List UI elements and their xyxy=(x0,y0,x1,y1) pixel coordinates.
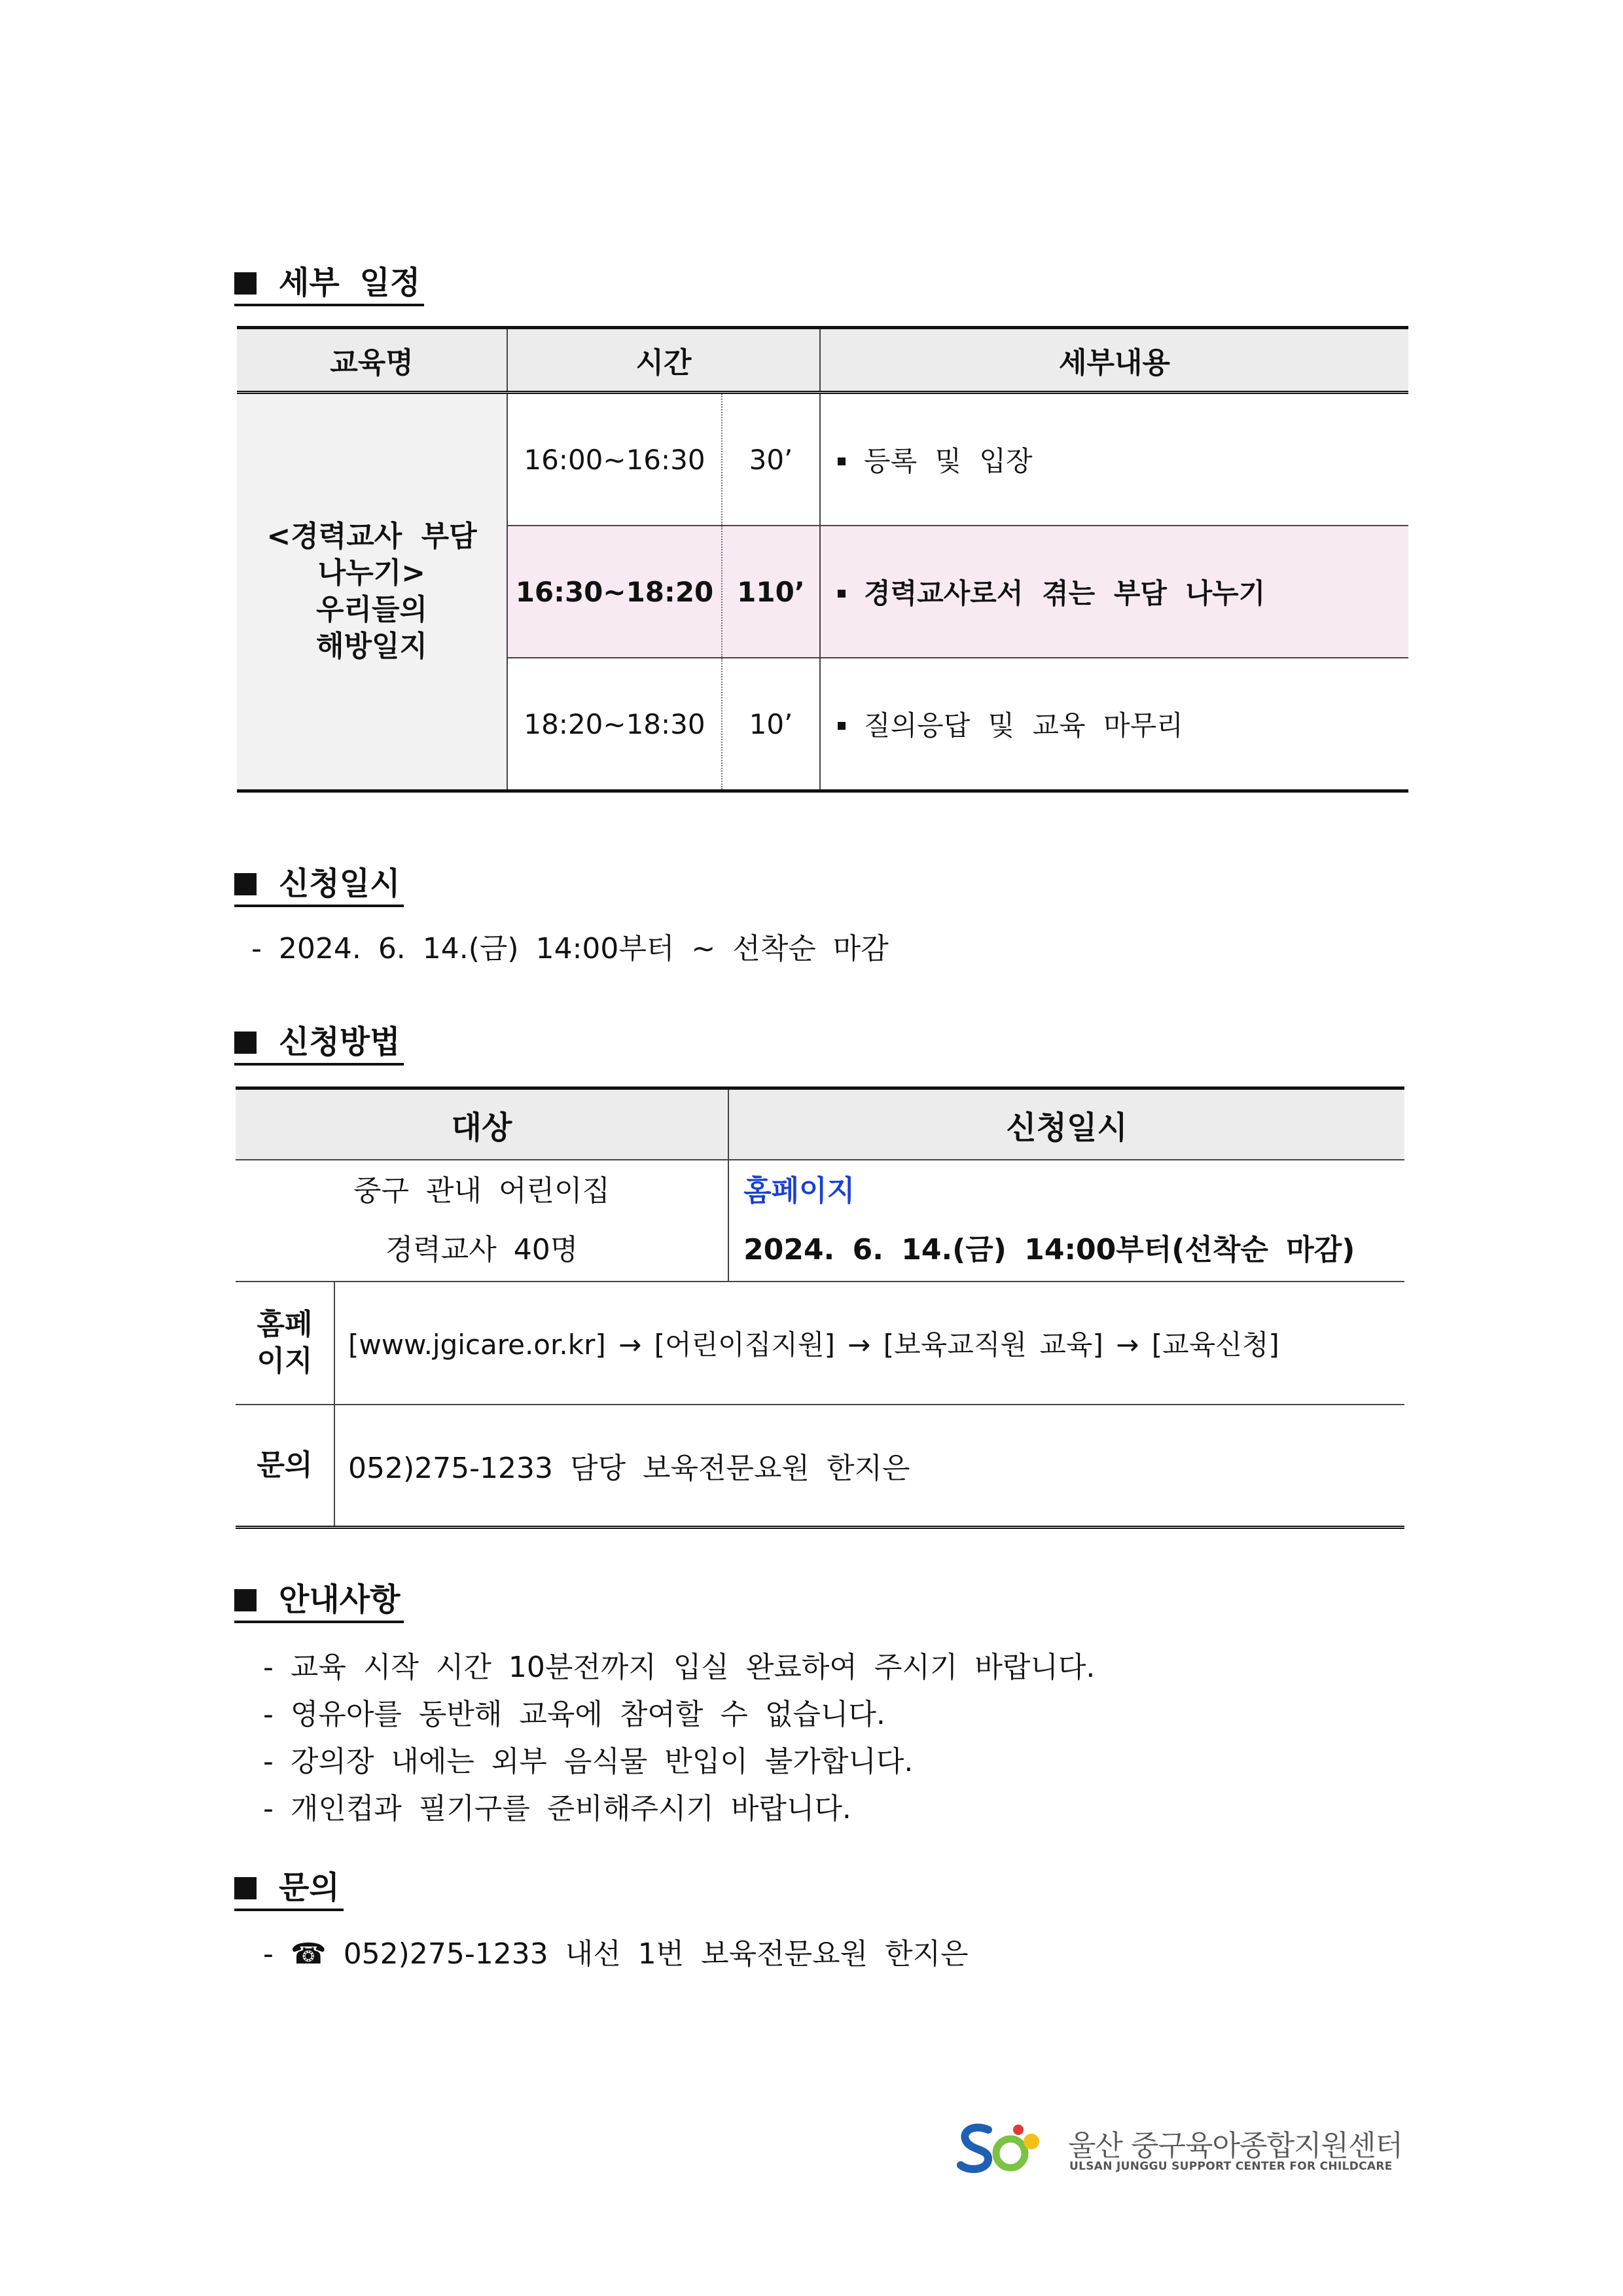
detail-cell: 경력교사로서 겪는 부담 나누기 xyxy=(820,526,1408,658)
program-name-line: 나누기> xyxy=(317,556,426,590)
logo-name-english: ULSAN JUNGGU SUPPORT CENTER FOR CHILDCARE xyxy=(1069,2160,1393,2173)
logo-red-dot xyxy=(1013,2125,1024,2135)
table-header-row xyxy=(237,328,1408,393)
logo-name-korean: 울산 중구육아종합지원센터 xyxy=(1068,2129,1403,2162)
bullet-icon xyxy=(838,590,846,598)
time-cell: 16:00~16:30 xyxy=(507,393,722,526)
logo-yellow-dot xyxy=(1024,2134,1039,2149)
table-row xyxy=(237,393,1408,526)
apply-cell xyxy=(728,1160,1404,1282)
apply-date-text: - 2024. 6. 14.(금) 14:00부터 ~ 선착순 마감 xyxy=(251,932,889,965)
table-row-homepage xyxy=(236,1282,1404,1405)
section-heading-inquiry: 문의 xyxy=(234,1867,344,1911)
header-target: 대상 xyxy=(236,1088,728,1160)
square-bullet-icon xyxy=(234,873,257,895)
notice-item: - 개인컵과 필기구를 준비해주시기 바랍니다. xyxy=(263,1792,851,1825)
notice-item: - 영유아를 동반해 교육에 참여할 수 없습니다. xyxy=(263,1698,885,1731)
section-heading-apply-date: 신청일시 xyxy=(234,863,404,907)
inquiry-text: 052)275-1233 내선 1번 보육전문요원 한지은 xyxy=(343,1937,969,1971)
duration-cell: 10’ xyxy=(722,658,820,791)
table-header-row xyxy=(236,1088,1404,1160)
square-bullet-icon xyxy=(234,1031,257,1054)
square-bullet-icon xyxy=(234,1589,257,1611)
program-name-line: 해방일지 xyxy=(315,630,427,663)
square-bullet-icon xyxy=(234,272,257,295)
logo-s-shape xyxy=(961,2128,988,2169)
apply-date-value: 2024. 6. 14.(금) 14:00부터(선착순 마감) xyxy=(743,1233,1355,1266)
phone-icon: ☎ xyxy=(290,1937,327,1971)
notice-item: - 강의장 내에는 외부 음식물 반입이 불가합니다. xyxy=(263,1745,914,1778)
logo-mark-icon xyxy=(954,2118,1059,2177)
square-bullet-icon xyxy=(234,1877,257,1899)
target-line: 경력교사 40명 xyxy=(385,1233,579,1266)
homepage-label: 홈페 이지 xyxy=(236,1282,334,1405)
program-name-line: <경력교사 부담 xyxy=(266,520,477,553)
duration-cell: 30’ xyxy=(722,393,820,526)
contact-label: 문의 xyxy=(236,1405,334,1528)
header-program-name: 교육명 xyxy=(237,328,507,393)
homepage-path: [www.jgicare.or.kr] → [어린이집지원] → [보육교직원 교육] → [교육신청] xyxy=(334,1282,1404,1405)
header-time: 시간 xyxy=(507,328,820,393)
section-heading-notice: 안내사항 xyxy=(234,1579,404,1623)
schedule-table xyxy=(237,326,1408,793)
duration-cell: 110’ xyxy=(722,526,820,658)
time-cell: 18:20~18:30 xyxy=(507,658,722,791)
organization-logo xyxy=(954,2118,1403,2181)
bullet-icon xyxy=(838,722,846,730)
program-name-cell xyxy=(237,393,507,791)
table-row xyxy=(236,1160,1404,1282)
target-cell xyxy=(236,1160,728,1282)
section-heading-apply-method: 신청방법 xyxy=(234,1021,404,1066)
table-row-contact xyxy=(236,1405,1404,1528)
apply-method-table xyxy=(236,1086,1404,1529)
detail-cell: 등록 및 입장 xyxy=(820,393,1408,526)
header-detail: 세부내용 xyxy=(820,328,1408,393)
time-cell: 16:30~18:20 xyxy=(507,526,722,658)
header-apply: 신청일시 xyxy=(728,1088,1404,1160)
target-line: 중구 관내 어린이집 xyxy=(353,1174,611,1208)
notice-item: - 교육 시작 시간 10분전까지 입실 완료하여 주시기 바랍니다. xyxy=(263,1651,1096,1684)
contact-value: 052)275-1233 담당 보육전문요원 한지은 xyxy=(348,1452,910,1485)
inquiry-line: - ☎ 052)275-1233 내선 1번 보육전문요원 한지은 xyxy=(263,1937,969,1971)
section-heading-schedule: 세부 일정 xyxy=(234,262,424,306)
bullet-icon xyxy=(838,457,846,465)
apply-channel: 홈페이지 xyxy=(743,1174,855,1208)
program-name-line: 우리들의 xyxy=(315,593,427,626)
logo-green-circle xyxy=(996,2139,1025,2168)
detail-cell: 질의응답 및 교육 마무리 xyxy=(820,658,1408,791)
